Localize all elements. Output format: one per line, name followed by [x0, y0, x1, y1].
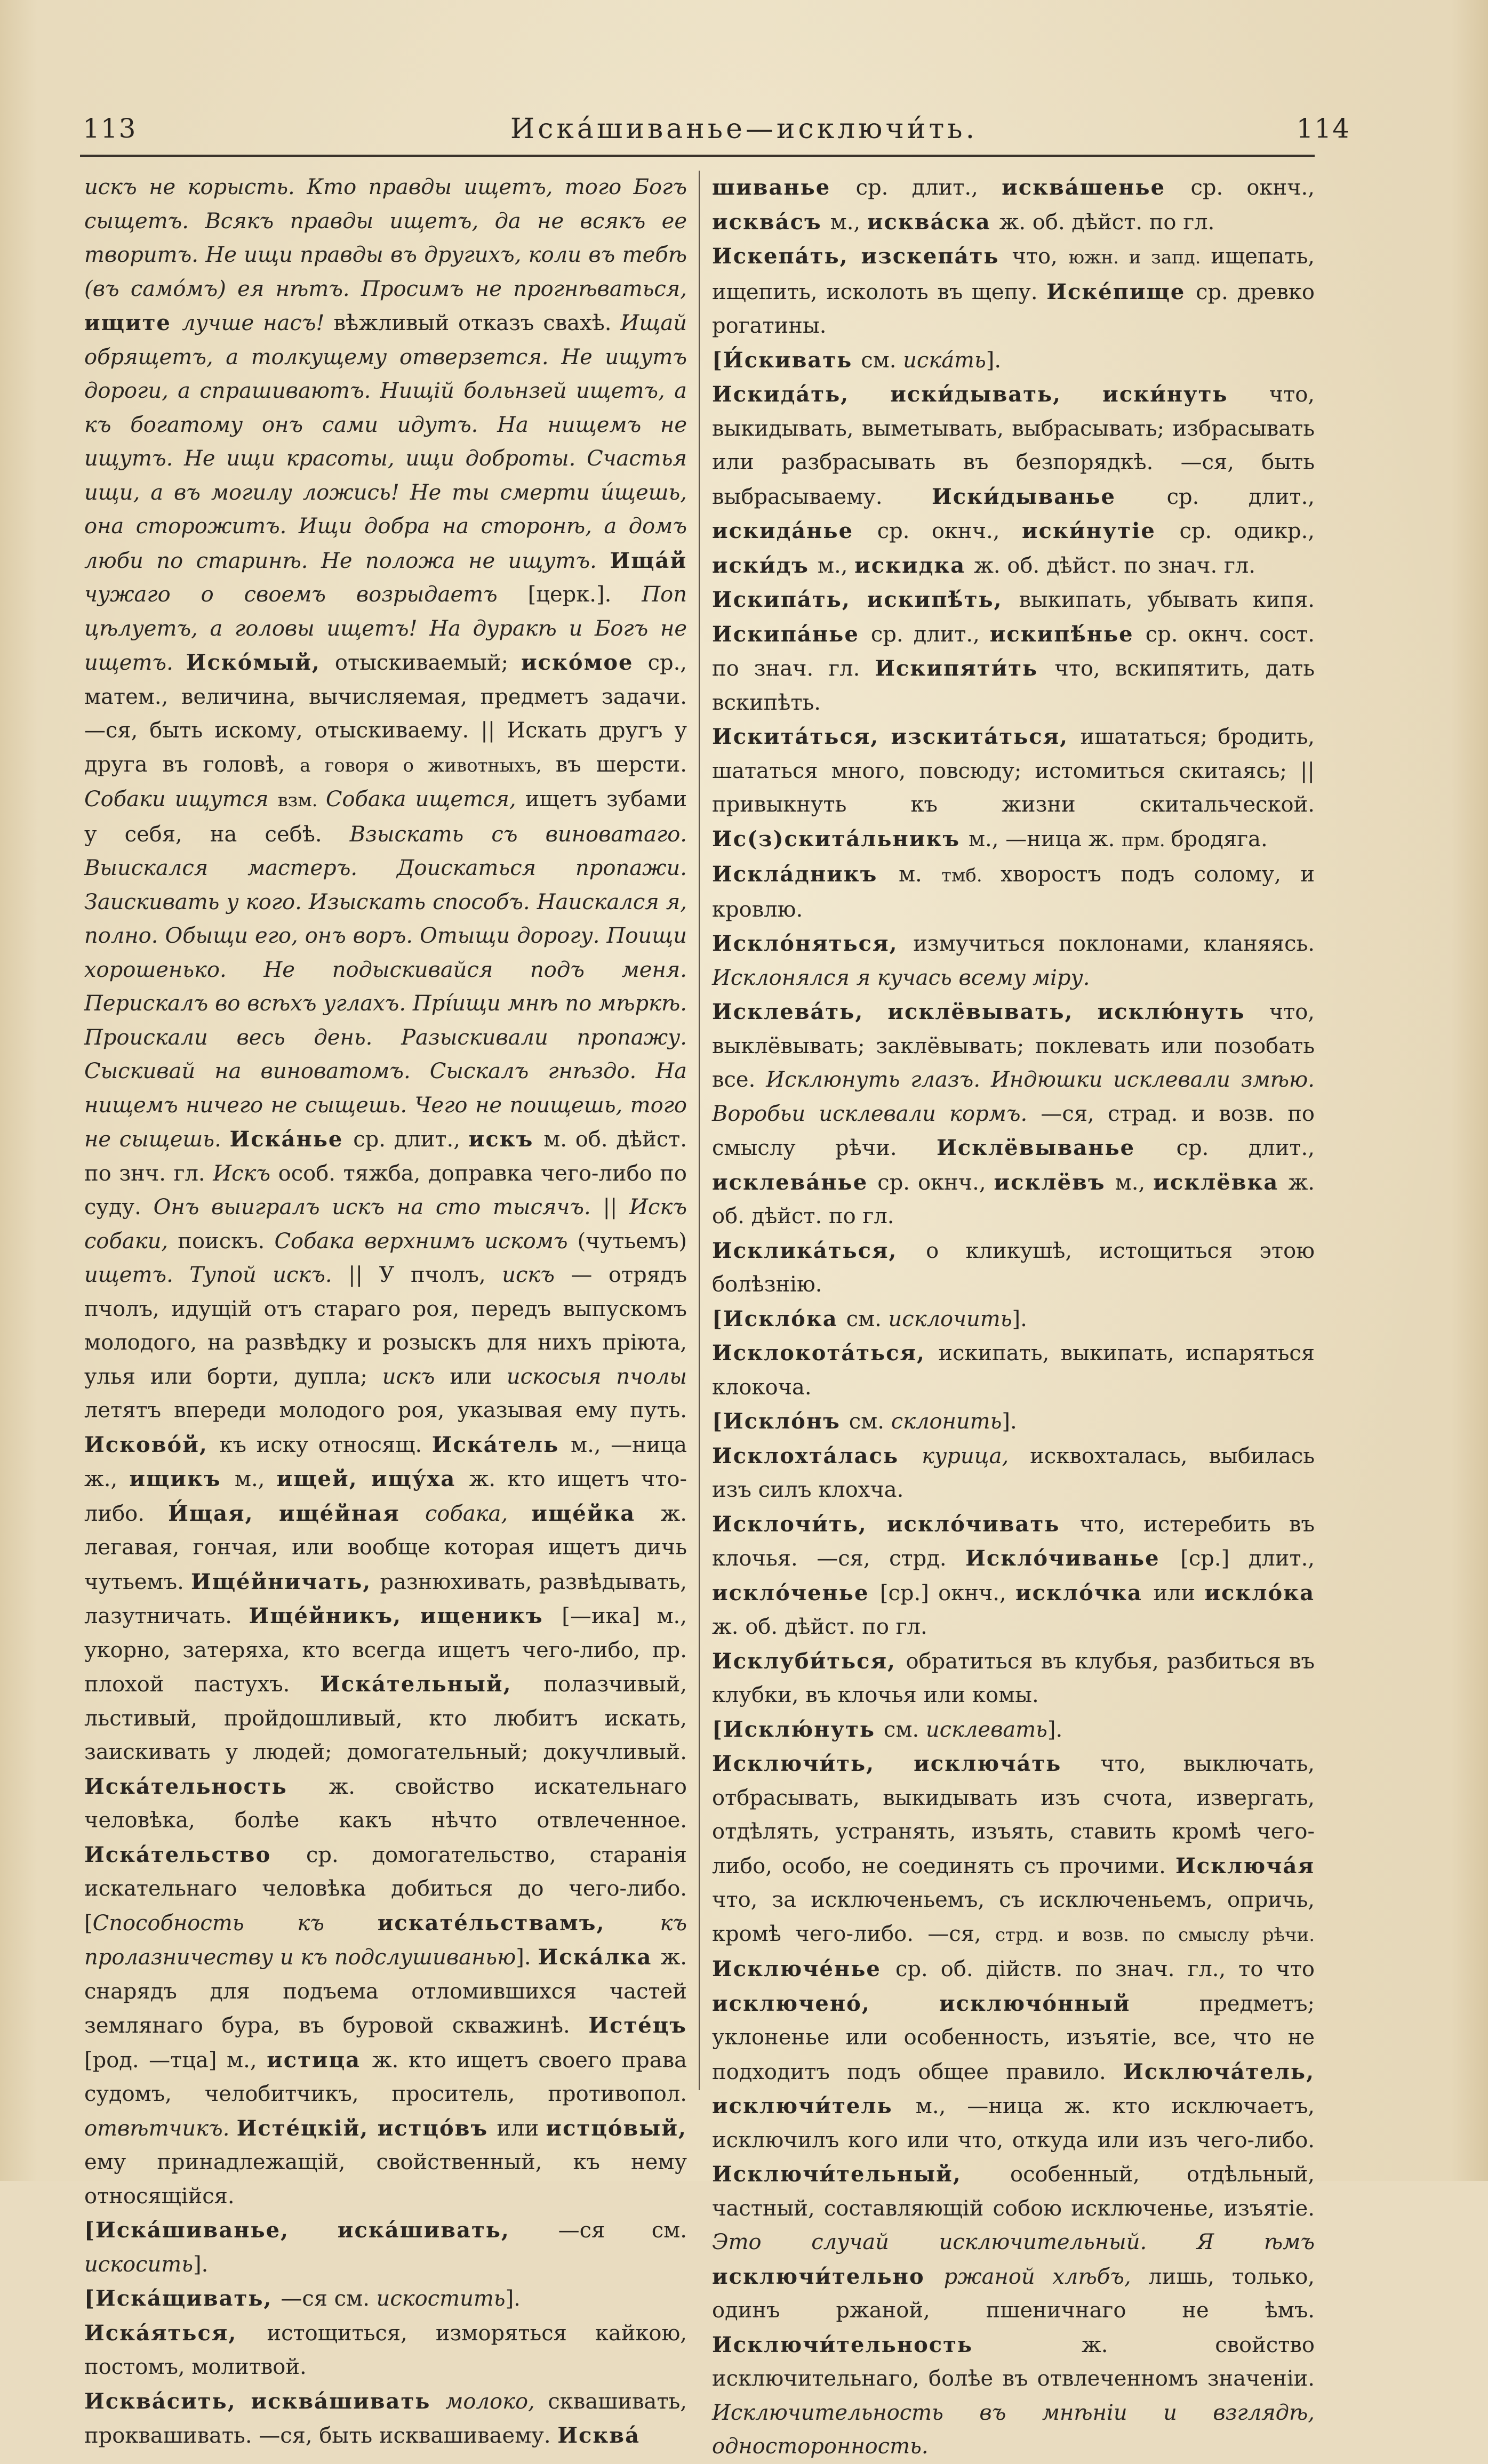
entry-text: || У пчолъ,: [348, 1263, 502, 1287]
dictionary-entry: [712, 857, 1315, 927]
dictionary-entry: [84, 2282, 687, 2316]
entry-text: [ср.] длит.,: [1180, 1546, 1315, 1571]
entry-text: м., —ница ж.,: [84, 1432, 687, 1491]
headword: Ище́йникъ, ищеникъ: [249, 1603, 562, 1628]
headword: искида́нье: [712, 518, 877, 543]
entry-text: хворостъ подъ солому, и кровлю.: [712, 862, 1315, 922]
dictionary-entry: [712, 171, 1315, 239]
headword: исква́съ: [712, 209, 830, 235]
headword: Иска́яться,: [84, 2320, 267, 2346]
headword: Исключи́ть, исключа́ть: [712, 1751, 1101, 1776]
entry-text: см.: [849, 1409, 891, 1434]
entry-text: Исключительность въ мнѣніи и взглядѣ, односторонность.: [712, 2400, 1315, 2459]
entry-text: искъ не корысть. Кто правды ищетъ, того Богъ сыщетъ. Всякъ правды ищетъ, да не всякъ ее творитъ. Не ищи правды въ другихъ, коли въ тебѣ (въ само́мъ) ея нѣтъ. Просимъ не прогнѣваться,: [84, 175, 687, 301]
entry-text: м.,: [830, 210, 867, 235]
dictionary-entry: [712, 239, 1315, 343]
headword: Искепа́ть, изскепа́ть: [712, 244, 1012, 269]
entry-text: искостить: [376, 2286, 506, 2311]
running-title: Иска́шиванье—исключи́ть.: [510, 113, 978, 145]
entry-text: ср. длит.,: [353, 1127, 469, 1152]
dictionary-entry: [712, 720, 1315, 857]
entry-text: ж. кто ищетъ своего права судомъ, челобитчикъ, проситель, противопол.: [84, 2048, 687, 2106]
entry-text: ср. одикр.,: [1179, 519, 1315, 543]
entry-text: ср. домогательство, старанія искательнаго человѣка добиться до чего-либо. [: [84, 1842, 687, 1936]
dictionary-entry: [712, 927, 1315, 995]
entry-text: ].: [505, 2286, 521, 2311]
entry-text: Поп цѣлуетъ, а головы ищетъ! На дуракѣ и Богъ не ищетъ.: [84, 582, 687, 675]
entry-text: Онъ выигралъ искъ на сто тысячъ.: [153, 1195, 603, 1219]
entry-text: сквашивать, проквашивать. —ся, быть исквашиваему.: [84, 2389, 687, 2448]
headword: Исключа́я: [1175, 1853, 1315, 1879]
dictionary-entry: [712, 1507, 1315, 1644]
entry-text: Искъ: [213, 1161, 278, 1186]
header-rule: [80, 155, 1315, 157]
headword: [И́скивать: [712, 347, 861, 373]
entry-text: что, выключать, отбрасывать, выкидывать изъ счота, извергать, отдѣлять, устранять, изъять, ставить кромѣ чего-либо, особо, не соединять съ прочими.: [712, 1752, 1315, 1879]
entry-text: м. об. дѣйст. по знч. гл.: [84, 1127, 687, 1186]
entry-text: къ иску относящ.: [219, 1432, 432, 1457]
headword: Исключи́тельность: [712, 2332, 1082, 2357]
entry-text: ишататься; бродить, шататься много, повсюду; истомиться скитаясь; || привыкнуть къ жизни скитальческой.: [712, 725, 1315, 817]
headword: Искита́ться, изскита́ться,: [712, 724, 1081, 749]
entry-text: ищепать, ищепить, исколоть въ щепу.: [712, 244, 1315, 304]
entry-text: Исклюнуть глазъ. Индюшки исклевали змѣю. Воробьи исклевали кормъ.: [712, 1068, 1315, 1126]
entry-text: стрд. и возв. по смыслу рѣчи.: [995, 1924, 1315, 1946]
headword: Искла́дникъ: [712, 862, 899, 887]
dictionary-entry: [84, 2385, 687, 2453]
entry-text: къ пролазничеству и къ подслушиванью: [84, 1911, 687, 1970]
entry-text: ].: [1012, 1306, 1027, 1331]
dictionary-entry: [84, 2316, 687, 2385]
dictionary-entry: [712, 995, 1315, 1234]
entry-text: взм.: [277, 790, 326, 811]
entry-text: ср. длит.,: [870, 622, 990, 647]
entry-text: о кликушѣ, истощиться этою болѣзнію.: [712, 1238, 1315, 1297]
entry-text: что, истеребить въ клочья. —ся, стрд.: [712, 1512, 1315, 1571]
entry-text: бродяга.: [1171, 826, 1268, 852]
headword: Исклёвыванье: [936, 1135, 1177, 1160]
entry-text: выкипать, убывать кипя.: [1019, 588, 1315, 612]
entry-text: исклочить: [888, 1306, 1012, 1331]
page-header: [0, 113, 1488, 161]
entry-text: Способность къ: [92, 1911, 378, 1936]
headword: искло́ка: [1204, 1580, 1315, 1606]
entry-text: ср. длит.,: [855, 175, 1002, 200]
headword: исключи́тельно: [712, 2264, 944, 2289]
entry-text: искипать, выкипать, испаряться клокоча.: [712, 1341, 1315, 1400]
entry-text: измучиться поклонами, кланяясь.: [913, 932, 1315, 956]
entry-text: [церк.].: [527, 582, 642, 607]
entry-text: ж. свойство искательнаго человѣка, болѣе какъ нѣчто отвлеченное.: [84, 1774, 687, 1833]
entry-text: истощиться, изморяться кайкою, постомъ, молитвой.: [84, 2321, 687, 2379]
headword: Ис(з)скита́льникъ: [712, 826, 969, 852]
headword: И́щая, ище́йная: [168, 1500, 425, 1526]
headword: Исква́сить, исква́шивать: [84, 2388, 446, 2414]
headword: Иска́тельство: [84, 1842, 306, 1867]
entry-text: лишь, только, одинъ ржаной, пшеничнаго не ѣмъ.: [712, 2264, 1315, 2323]
entry-text: см.: [883, 1717, 926, 1742]
entry-text: ищетъ зубами у себя, на себѣ.: [84, 787, 687, 847]
entry-text: м.,: [234, 1467, 277, 1491]
entry-text: отвѣтчикъ.: [84, 2116, 237, 2141]
dictionary-entry: [84, 2213, 687, 2282]
entry-text: ищетъ. Тупой искъ.: [84, 1263, 349, 1287]
entry-text: молоко,: [445, 2389, 548, 2414]
dictionary-entry: [712, 1644, 1315, 1713]
entry-text: что, выклёвывать; заклёвывать; поклевать или позобать все.: [712, 1000, 1315, 1092]
entry-text: —ся см.: [558, 2218, 687, 2243]
entry-text: м., —ница ж. кто исключаетъ, исключилъ кого или что, откуда или изъ чего-либо.: [712, 2094, 1315, 2153]
entry-text: въ шерсти.: [555, 752, 687, 777]
entry-text: отыскиваемый;: [334, 651, 522, 675]
entry-text: Искъ собаки,: [84, 1195, 687, 1254]
headword: истица: [267, 2047, 372, 2073]
headword: ищикъ: [129, 1466, 235, 1491]
dictionary-entry: [712, 583, 1315, 720]
headword: Исклика́ться,: [712, 1238, 926, 1263]
headword: Искло́чиванье: [965, 1546, 1181, 1571]
dictionary-entry: [712, 1713, 1315, 1747]
headword: исклева́нье: [712, 1169, 878, 1195]
headword: Иски́дыванье: [931, 484, 1167, 509]
headword: искъ: [468, 1127, 544, 1152]
entry-text: чужаго о своемъ возрыдаетъ: [84, 582, 528, 607]
headword: Искипа́ть, искипѣ́ть,: [712, 587, 1019, 612]
headword: Исклуби́ться,: [712, 1648, 906, 1674]
headword: истцо́вый,: [546, 2115, 687, 2141]
headword: [Искло́нъ: [712, 1409, 849, 1434]
entry-text: что, вскипятить, дать вскипѣть.: [712, 656, 1315, 715]
entry-text: южн. и запд.: [1068, 247, 1211, 268]
headword: Иска́тельный,: [320, 1672, 544, 1697]
headword: Исключа́тель, исключи́тель: [712, 2059, 1315, 2118]
entry-text: Взыскать съ виноватаго. Выискался мастеръ. Доискаться пропажи. Заискивать у кого. Изыскать способъ. Наискался я, полно. Обыщи его, онъ воръ. Отыщи дорогу. Поищи хорошенько. Не подыскивайся подъ меня. Перискалъ во всѣхъ углахъ. Прі́ищи мнѣ по мѣркѣ. Проискали весь день. Разыскивали пропажу. Сыскивай на виноватомъ. Сыскалъ гнѣздо. На нищемъ ничего не сыщешь. Чего не поищешь, того не сыщешь.: [84, 822, 687, 1152]
entry-text: особенный, отдѣльный, частный, составляющій собою исключенье, изъятіе.: [712, 2162, 1315, 2221]
entry-text: ].: [1002, 1409, 1017, 1434]
headword: Исклокота́ться,: [712, 1341, 939, 1366]
entry-text: поискъ.: [178, 1229, 275, 1254]
entry-text: Собака ищется,: [325, 787, 525, 812]
entry-text: ж. свойство исключительнаго, болѣе въ отвлеченномъ значеніи.: [712, 2332, 1315, 2391]
entry-text: ж. снарядъ для подъема отломившихся частей землянаго бура, въ буровой скважинѣ.: [84, 1945, 687, 2038]
headword: Искипа́нье: [712, 621, 871, 647]
entry-text: ср. длит.,: [1176, 1136, 1315, 1160]
entry-text: ].: [193, 2252, 209, 2277]
headword: Ище́йничать,: [190, 1569, 380, 1594]
entry-text: вѣжливый отказъ свахѣ.: [333, 311, 621, 335]
headword: исква́шенье: [1002, 175, 1191, 200]
entry-text: ].: [1047, 1717, 1063, 1742]
entry-text: —ся, страд. и возв. по смыслу рѣчи.: [712, 1101, 1315, 1160]
entry-text: ср. об. дійств. по знач. гл., то что: [895, 1957, 1315, 1981]
entry-text: см.: [846, 1306, 889, 1331]
headword: Исключи́тельный,: [712, 2162, 1011, 2187]
entry-text: ср. окнч. сост. по знач. гл.: [712, 622, 1315, 681]
headword: искате́льствамъ,: [377, 1910, 660, 1936]
entry-text: искъ: [382, 1364, 450, 1389]
entry-text: или: [497, 2116, 546, 2141]
entry-text: ж. легавая, гончая, или вообще которая ищетъ дичь чутьемъ.: [84, 1501, 687, 1594]
headword: Ища́й: [610, 548, 687, 573]
entry-text: [ср.] окнч.,: [879, 1580, 1015, 1606]
entry-text: —ся см.: [281, 2286, 377, 2311]
headword: Иска́тель: [431, 1432, 571, 1457]
entry-text: собака,: [425, 1501, 532, 1526]
entry-text: ж. об. дѣйст. по гл.: [712, 1170, 1315, 1229]
entry-text: иска́ть: [903, 348, 986, 373]
left-column: [84, 171, 687, 2453]
entry-text: искъ: [502, 1263, 571, 1287]
entry-text: летятъ впереди молодого роя, указывая ему путь.: [84, 1398, 687, 1423]
headword: искипѣ́нье: [989, 621, 1146, 647]
entry-text: (чутьемъ): [577, 1229, 687, 1254]
dictionary-entry: [712, 1234, 1315, 1302]
entry-text: ср. длит.,: [1166, 484, 1315, 509]
entry-text: склонить: [891, 1409, 1002, 1434]
headword: Искида́ть, иски́дывать, иски́нуть: [712, 382, 1269, 407]
dictionary-entry: [712, 1302, 1315, 1337]
entry-text: что, выкидывать, выметывать, выбрасывать; избрасывать или разбрасывать въ безпорядкѣ. —ся, быть выбрасываему.: [712, 382, 1315, 509]
headword: ищите: [84, 310, 182, 335]
entry-text: м.,: [817, 553, 855, 578]
entry-text: — отрядъ пчолъ, идущій отъ стараго роя, передъ выпускомъ молодого, на развѣдку и розыскъ для нихъ пріюта, улья или борти, дупла;: [84, 1263, 687, 1389]
entry-text: курица,: [922, 1443, 1030, 1468]
headword: Иска́лка: [538, 1945, 661, 1970]
entry-text: что,: [1012, 244, 1069, 269]
entry-text: ж. об. дѣйст. по гл.: [712, 1615, 927, 1639]
entry-text: Собаки ищутся: [84, 787, 278, 812]
entry-text: ж. об. дѣйст. по знач. гл.: [974, 553, 1256, 578]
entry-text: м.: [898, 862, 942, 887]
headword: Искипяти́ть: [875, 656, 1055, 681]
headword: Исква́: [557, 2423, 641, 2448]
entry-text: [—ика] м., укорно, затеряха, кто всегда ищетъ чего-либо, пр. плохой пастухъ.: [84, 1604, 687, 1697]
right-column: [712, 171, 1315, 2464]
dictionary-entry: [712, 1439, 1315, 1507]
entry-text: см.: [861, 348, 903, 373]
headword: Исключе́нье: [712, 1956, 896, 1981]
dictionary-entry: [84, 171, 687, 2213]
entry-text: м., —ница ж.: [968, 826, 1122, 852]
headword: Иско́мый,: [186, 650, 335, 675]
entry-text: прм.: [1122, 829, 1171, 851]
headword: Искло́няться,: [712, 931, 914, 956]
column-divider: [699, 171, 700, 2090]
entry-text: Собака верхнимъ искомъ: [274, 1229, 578, 1254]
entry-text: искосыя пчолы: [506, 1364, 687, 1389]
headword: ище́йка: [531, 1500, 661, 1526]
entry-text: ср. древко рогатины.: [712, 279, 1315, 338]
entry-text: ж. кто ищетъ что-либо.: [84, 1467, 687, 1526]
headword: исклёвъ: [994, 1169, 1115, 1195]
headword: [Исклю́нуть: [712, 1716, 884, 1742]
headword: исква́ска: [867, 209, 999, 235]
headword: исклёвка: [1153, 1169, 1289, 1195]
entry-text: разнюхивать, развѣдывать, лазутничать.: [84, 1569, 687, 1628]
headword: иско́мое: [521, 650, 648, 675]
headword: [Искло́ка: [712, 1306, 846, 1331]
headword: иски́дъ: [712, 552, 818, 578]
entry-text: лучше насъ!: [182, 311, 334, 335]
headword: Исклохта́лась: [712, 1443, 922, 1468]
headword: Исклочи́ть, искло́чивать: [712, 1511, 1080, 1537]
entry-text: м.,: [1115, 1170, 1154, 1195]
headword: Иска́тельность: [84, 1773, 329, 1799]
entry-text: ||: [603, 1195, 630, 1219]
dictionary-entry: [712, 1336, 1315, 1404]
entry-text: или: [450, 1364, 507, 1389]
headword: Исково́й,: [84, 1432, 220, 1457]
entry-text: полазчивый, льстивый, пройдошливый, кто любитъ искать, заискивать у людей; домогательный; докучливый.: [84, 1672, 687, 1764]
headword: Исклева́ть, исклёвывать, исклю́нуть: [712, 999, 1269, 1024]
entry-text: а говоря о животныхъ,: [300, 755, 556, 776]
entry-text: ].: [986, 348, 1002, 373]
entry-text: ж. об. дѣйст. по гл.: [999, 210, 1215, 235]
entry-text: ].: [516, 1945, 538, 1970]
headword: ищей, ищу́ха: [276, 1466, 469, 1491]
entry-text: ср. окнч.,: [877, 519, 1022, 543]
entry-text: предметъ; уклоненье или особенность, изъятіе, все, что не подходитъ подъ общее правило.: [712, 1991, 1315, 2084]
entry-text: ср. окнч.,: [877, 1170, 994, 1195]
headword: искло́ченье: [712, 1580, 880, 1606]
entry-text: исквохталась, выбилась изъ силъ клохча.: [712, 1443, 1315, 1502]
dictionary-entry: [712, 378, 1315, 583]
headword: [Иска́шиванье, иска́шивать,: [84, 2218, 558, 2243]
entry-text: особ. тяжба, доправка чего-либо по суду.: [84, 1161, 687, 1219]
dictionary-entry: [712, 343, 1315, 378]
entry-text: ср., матем., величина, вычисляемая, предметъ задачи. —ся, быть искому, отыскиваему. || Искать другъ у друга въ головѣ,: [84, 651, 687, 777]
headword: [Иска́щивать,: [84, 2286, 281, 2311]
page-number-left: 113: [83, 113, 137, 144]
headword: искидка: [854, 552, 974, 578]
headword: исключено́, исключо́нный: [712, 1991, 1199, 2016]
entry-text: ср. окнч.,: [1190, 175, 1315, 200]
entry-text: тмб.: [941, 865, 1001, 886]
entry-text: что, за исключеньемъ, съ исключеньемъ, опричь, кромѣ чего-либо. —ся,: [712, 1888, 1315, 1946]
page-number-right: 114: [1296, 113, 1350, 144]
entry-text: ему принадлежащій, свойственный, къ нему относящійся.: [84, 2150, 687, 2209]
headword: Исте́цъ: [588, 2013, 687, 2038]
headword: искло́чка: [1015, 1580, 1154, 1606]
entry-text: Исклонялся я кучась всему міру.: [712, 965, 1090, 990]
entry-text: искосить: [84, 2252, 194, 2277]
entry-text: обратиться въ клубья, разбиться въ клубки, въ клочья или комы.: [712, 1649, 1315, 1707]
headword: иски́нутіе: [1021, 518, 1180, 543]
dictionary-entry: [712, 1404, 1315, 1439]
entry-text: Это случай исключительный. Я ѣмъ: [712, 2230, 1315, 2254]
headword: Исте́цкій, истцо́въ: [236, 2115, 497, 2141]
entry-text: [род. —тца] м.,: [84, 2048, 267, 2073]
entry-text: ржаной хлѣбъ,: [943, 2264, 1149, 2289]
headword: Иске́пище: [1046, 279, 1196, 304]
headword: Иска́нье: [229, 1127, 354, 1152]
entry-text: или: [1153, 1580, 1205, 1606]
headword: шиванье: [712, 175, 856, 200]
entry-text: Ищай обрящетъ, а толкущему отверзется. Не ищутъ дороги, а спрашиваютъ. Нищій больнзей ищетъ, а къ богатому онъ сами идутъ. На нищемъ не ищутъ. Не ищи красоты, ищи доброты. Счастья ищи, а въ могилу ложись! Не ты смерти и́щешь, она сторожитъ. Ищи добра на сторонѣ, а домъ люби по старинѣ. Не положа не ищутъ.: [84, 311, 687, 573]
dictionary-entry: [712, 1747, 1315, 2464]
entry-text: исклевать: [925, 1717, 1047, 1742]
